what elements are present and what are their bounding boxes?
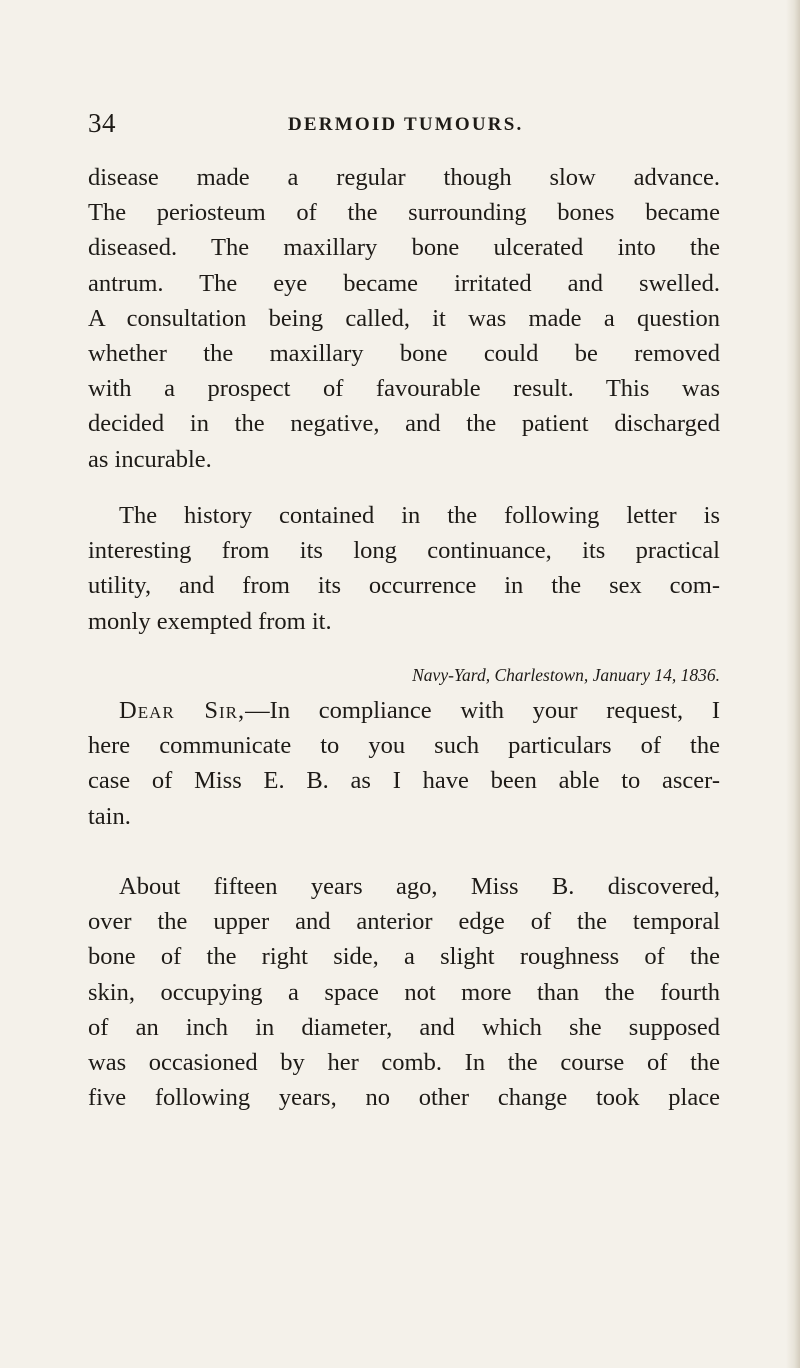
paragraph-2 xyxy=(88,498,720,639)
paragraph-line: of an inch in diameter, and which she supposed xyxy=(88,1013,720,1041)
paragraph-line: The history contained in the following letter is xyxy=(119,502,720,529)
letter-paragraph-2 xyxy=(88,869,720,1115)
paragraph-line: case of Miss E. B. as I have been able to ascer- xyxy=(88,767,720,795)
paragraph-line: skin, occupying a space not more than the fourth xyxy=(88,978,720,1006)
running-head: DERMOID TUMOURS. xyxy=(288,114,524,135)
paragraph-line: whether the maxillary bone could be removed xyxy=(88,340,720,368)
paragraph-line: The periosteum of the surrounding bones became xyxy=(88,199,720,227)
paragraph-line: bone of the right side, a slight roughness of the xyxy=(88,943,720,971)
letter-paragraph-1 xyxy=(88,693,720,834)
paragraph-1 xyxy=(88,160,720,477)
paragraph-line: About fifteen years ago, Miss B. discovered, xyxy=(119,873,720,900)
paragraph-line: as incurable. xyxy=(88,445,212,473)
paragraph-line: over the upper and anterior edge of the temporal xyxy=(88,908,720,936)
paragraph-line: five following years, no other change took place xyxy=(88,1084,720,1112)
paragraph-line: decided in the negative, and the patient discharged xyxy=(88,410,720,438)
letter-dateline: Navy-Yard, Charlestown, January 14, 1836. xyxy=(412,665,720,685)
paragraph-line: A consultation being called, it was made a question xyxy=(88,304,720,332)
paragraph-line: interesting from its long continuance, its practical xyxy=(88,537,720,565)
paragraph-line: monly exempted from it. xyxy=(88,607,332,635)
page-number: 34 xyxy=(88,108,116,138)
paragraph-line: utility, and from its occurrence in the sex com- xyxy=(88,572,720,600)
paragraph-line: disease made a regular though slow advance. xyxy=(88,164,720,191)
page-header xyxy=(0,108,800,148)
paragraph-line: with a prospect of favourable result. This was xyxy=(88,375,720,403)
paragraph-line: here communicate to you such particulars of the xyxy=(88,732,720,760)
paragraph-line: diseased. The maxillary bone ulcerated into the xyxy=(88,234,720,262)
paragraph-line: antrum. The eye became irritated and swelled. xyxy=(88,269,720,297)
paragraph-line: was occasioned by her comb. In the course of the xyxy=(88,1049,720,1077)
paragraph-line: tain. xyxy=(88,802,131,830)
letter-first-line-text: —In compliance with your request, I xyxy=(245,697,720,724)
letter-first-line xyxy=(88,693,720,728)
letter-salutation: Dear Sir, xyxy=(119,697,246,724)
page-edge-shadow xyxy=(786,0,800,1368)
